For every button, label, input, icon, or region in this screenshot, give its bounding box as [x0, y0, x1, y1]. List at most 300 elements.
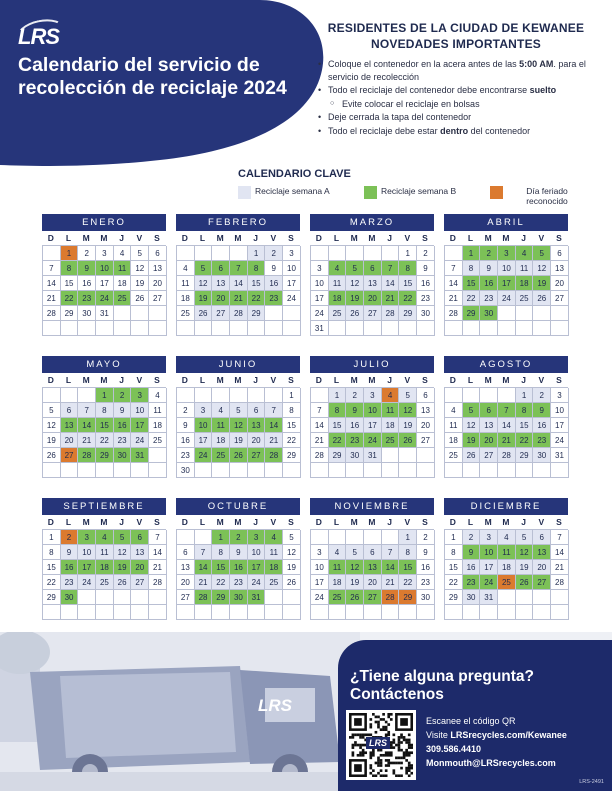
- day-cell: 11: [212, 418, 230, 433]
- day-cell: 18: [516, 276, 534, 291]
- day-cell: 28: [382, 590, 400, 605]
- day-cell: 19: [230, 433, 248, 448]
- day-cell: 10: [96, 261, 114, 276]
- contact-title: ¿Tiene alguna pregunta? Contáctenos: [350, 668, 535, 703]
- day-cell: 17: [364, 418, 382, 433]
- empty-cell: [177, 321, 195, 336]
- notice-item: • Deje cerrada la tapa del contenedor: [316, 111, 596, 124]
- day-cell: 17: [131, 418, 149, 433]
- day-cell: 11: [177, 276, 195, 291]
- month-header: MARZO: [310, 214, 434, 231]
- month-febrero: [176, 214, 300, 336]
- notice-title: RESIDENTES DE LA CIUDAD DE KEWANEE NOVEDADES IMPORTANTES: [327, 21, 585, 51]
- empty-cell: [498, 321, 516, 336]
- weekday-label: V: [136, 375, 143, 385]
- day-cell: 19: [43, 433, 61, 448]
- weekday-label: S: [288, 375, 294, 385]
- day-cell: 10: [311, 276, 329, 291]
- weekday-row: [444, 373, 568, 387]
- empty-cell: [177, 388, 195, 403]
- empty-cell: [248, 321, 266, 336]
- day-cell: 5: [43, 403, 61, 418]
- empty-cell: [498, 605, 516, 620]
- day-cell: 12: [346, 560, 364, 575]
- weekday-label: J: [119, 375, 124, 385]
- day-cell: 2: [230, 530, 248, 545]
- day-cell: 22: [399, 575, 417, 590]
- lrs-logo: LRS: [18, 24, 59, 49]
- day-cell: 4: [445, 403, 463, 418]
- notice-item: • Todo el reciclaje debe estar dentro del contenedor: [316, 125, 596, 138]
- day-cell: 5: [114, 530, 132, 545]
- day-cell: 4: [114, 246, 132, 261]
- day-cell: 2: [417, 530, 435, 545]
- day-cell: 8: [248, 261, 266, 276]
- day-cell: 7: [265, 403, 283, 418]
- weekday-label: S: [288, 517, 294, 527]
- day-cell: 16: [480, 276, 498, 291]
- weekday-label: M: [502, 375, 510, 385]
- weekday-label: V: [136, 233, 143, 243]
- empty-cell: [445, 605, 463, 620]
- weekday-label: M: [350, 517, 358, 527]
- day-cell: 2: [346, 388, 364, 403]
- empty-cell: [516, 463, 534, 478]
- day-cell: 9: [533, 403, 551, 418]
- weekday-label: J: [521, 375, 526, 385]
- day-cell: 11: [516, 261, 534, 276]
- empty-cell: [131, 306, 149, 321]
- empty-cell: [364, 246, 382, 261]
- email-link[interactable]: Monmouth@LRSrecycles.com: [426, 758, 556, 768]
- day-cell: 31: [96, 306, 114, 321]
- day-cell: 29: [43, 590, 61, 605]
- day-cell: 22: [516, 433, 534, 448]
- empty-cell: [96, 463, 114, 478]
- day-cell: 13: [480, 418, 498, 433]
- day-cell: 1: [516, 388, 534, 403]
- day-grid: [42, 387, 166, 478]
- day-cell: 9: [480, 261, 498, 276]
- day-cell: 20: [551, 276, 569, 291]
- empty-cell: [533, 605, 551, 620]
- weekday-label: L: [467, 517, 474, 527]
- day-cell: 5: [195, 261, 213, 276]
- day-cell: 4: [329, 261, 347, 276]
- day-cell: 1: [399, 530, 417, 545]
- day-cell: 29: [516, 448, 534, 463]
- day-cell: 10: [78, 545, 96, 560]
- day-cell: 4: [177, 261, 195, 276]
- day-cell: 19: [399, 418, 417, 433]
- day-cell: 26: [533, 291, 551, 306]
- day-cell: 3: [364, 388, 382, 403]
- empty-cell: [551, 605, 569, 620]
- empty-cell: [382, 530, 400, 545]
- weekday-label: V: [270, 233, 277, 243]
- day-cell: 2: [265, 246, 283, 261]
- day-cell: 18: [114, 276, 132, 291]
- day-cell: 26: [43, 448, 61, 463]
- day-cell: 21: [265, 433, 283, 448]
- day-cell: 24: [195, 448, 213, 463]
- day-cell: 28: [195, 590, 213, 605]
- day-cell: 1: [463, 246, 481, 261]
- empty-cell: [195, 321, 213, 336]
- day-cell: 19: [463, 433, 481, 448]
- weekday-label: D: [315, 375, 322, 385]
- month-diciembre: [444, 498, 568, 620]
- weekday-label: V: [404, 233, 411, 243]
- empty-cell: [551, 306, 569, 321]
- notice-subitem: ○ Evite colocar el reciclaje en bolsas: [316, 98, 596, 111]
- day-cell: 12: [43, 418, 61, 433]
- day-cell: 10: [195, 418, 213, 433]
- empty-cell: [480, 463, 498, 478]
- empty-cell: [114, 463, 132, 478]
- day-cell: 8: [399, 545, 417, 560]
- weekday-label: S: [556, 233, 562, 243]
- month-agosto: [444, 356, 568, 478]
- weekday-label: V: [404, 517, 411, 527]
- day-cell: 24: [96, 291, 114, 306]
- weekday-label: D: [449, 233, 456, 243]
- day-cell: 17: [96, 276, 114, 291]
- day-cell: 28: [382, 306, 400, 321]
- empty-cell: [96, 605, 114, 620]
- day-cell: 16: [230, 560, 248, 575]
- day-cell: 23: [417, 575, 435, 590]
- day-cell: 14: [195, 560, 213, 575]
- empty-cell: [445, 388, 463, 403]
- day-cell: 30: [61, 590, 79, 605]
- day-cell: 1: [283, 388, 301, 403]
- day-cell: 14: [78, 418, 96, 433]
- day-cell: 2: [177, 403, 195, 418]
- notice-item: • Coloque el contenedor en la acera antes de las 5:00 AM. para el servicio de recolección: [316, 58, 596, 83]
- day-cell: 12: [533, 261, 551, 276]
- notice-list: [316, 58, 596, 137]
- weekday-label: J: [521, 517, 526, 527]
- month-noviembre: [310, 498, 434, 620]
- day-cell: 6: [480, 403, 498, 418]
- empty-cell: [212, 246, 230, 261]
- day-cell: 1: [445, 530, 463, 545]
- empty-cell: [329, 530, 347, 545]
- day-cell: 26: [283, 575, 301, 590]
- contact-info: [426, 714, 567, 770]
- empty-cell: [399, 448, 417, 463]
- weekday-label: S: [154, 233, 160, 243]
- day-cell: 3: [283, 246, 301, 261]
- day-cell: 8: [445, 545, 463, 560]
- day-cell: 15: [248, 276, 266, 291]
- day-cell: 17: [78, 560, 96, 575]
- day-cell: 15: [61, 276, 79, 291]
- day-cell: 17: [551, 418, 569, 433]
- holiday-label: Día feriado reconocido: [526, 186, 568, 206]
- day-cell: 17: [311, 291, 329, 306]
- weekday-label: L: [467, 233, 474, 243]
- day-cell: 20: [533, 560, 551, 575]
- day-cell: 16: [417, 560, 435, 575]
- weekday-label: J: [387, 375, 392, 385]
- weekday-label: J: [119, 517, 124, 527]
- day-cell: 6: [364, 261, 382, 276]
- day-cell: 28: [311, 448, 329, 463]
- weekday-label: D: [181, 233, 188, 243]
- day-cell: 8: [329, 403, 347, 418]
- weekday-label: J: [253, 517, 258, 527]
- weekday-label: S: [288, 233, 294, 243]
- day-cell: 3: [195, 403, 213, 418]
- empty-cell: [149, 605, 167, 620]
- weekday-label: V: [136, 517, 143, 527]
- day-cell: 5: [346, 261, 364, 276]
- month-header: JUNIO: [176, 356, 300, 373]
- empty-cell: [265, 463, 283, 478]
- day-grid: [310, 529, 434, 620]
- empty-cell: [283, 306, 301, 321]
- weekday-label: D: [449, 517, 456, 527]
- empty-cell: [43, 246, 61, 261]
- day-cell: 12: [399, 403, 417, 418]
- day-cell: 9: [417, 545, 435, 560]
- empty-cell: [230, 605, 248, 620]
- day-cell: 12: [516, 545, 534, 560]
- day-cell: 26: [346, 306, 364, 321]
- day-cell: 13: [551, 261, 569, 276]
- day-cell: 7: [195, 545, 213, 560]
- day-cell: 21: [445, 291, 463, 306]
- weekday-row: [310, 373, 434, 387]
- day-cell: 24: [551, 433, 569, 448]
- day-cell: 26: [346, 590, 364, 605]
- day-cell: 6: [417, 388, 435, 403]
- empty-cell: [417, 605, 435, 620]
- day-cell: 10: [283, 261, 301, 276]
- day-cell: 6: [131, 530, 149, 545]
- weekday-label: S: [154, 517, 160, 527]
- weekday-row: [42, 373, 166, 387]
- empty-cell: [533, 321, 551, 336]
- day-cell: 27: [480, 448, 498, 463]
- day-cell: 11: [445, 418, 463, 433]
- weekday-label: L: [333, 517, 340, 527]
- empty-cell: [498, 463, 516, 478]
- day-cell: 23: [417, 291, 435, 306]
- month-abril: [444, 214, 568, 336]
- day-cell: 26: [195, 306, 213, 321]
- day-cell: 3: [96, 246, 114, 261]
- weekday-row: [42, 231, 166, 245]
- day-cell: 15: [96, 418, 114, 433]
- empty-cell: [311, 246, 329, 261]
- day-cell: 21: [551, 560, 569, 575]
- day-cell: 30: [533, 448, 551, 463]
- day-cell: 11: [149, 403, 167, 418]
- day-cell: 31: [248, 590, 266, 605]
- weekday-label: M: [484, 375, 492, 385]
- day-cell: 7: [149, 530, 167, 545]
- weekday-label: L: [65, 233, 72, 243]
- day-grid: [42, 245, 166, 336]
- day-cell: 29: [399, 590, 417, 605]
- day-cell: 14: [230, 276, 248, 291]
- day-cell: 15: [445, 560, 463, 575]
- empty-cell: [131, 321, 149, 336]
- weekday-label: M: [234, 375, 242, 385]
- weekday-label: D: [181, 517, 188, 527]
- empty-cell: [346, 321, 364, 336]
- empty-cell: [230, 463, 248, 478]
- empty-cell: [498, 306, 516, 321]
- day-cell: 19: [516, 560, 534, 575]
- empty-cell: [195, 463, 213, 478]
- empty-cell: [114, 590, 132, 605]
- day-cell: 13: [177, 560, 195, 575]
- weekday-label: L: [333, 233, 340, 243]
- weekday-label: M: [350, 233, 358, 243]
- day-cell: 27: [212, 306, 230, 321]
- day-cell: 22: [283, 433, 301, 448]
- empty-cell: [399, 463, 417, 478]
- day-cell: 21: [195, 575, 213, 590]
- day-grid: [444, 529, 568, 620]
- empty-cell: [212, 321, 230, 336]
- empty-cell: [311, 530, 329, 545]
- day-cell: 13: [248, 418, 266, 433]
- empty-cell: [177, 605, 195, 620]
- day-cell: 8: [96, 403, 114, 418]
- day-cell: 9: [265, 261, 283, 276]
- month-octubre: [176, 498, 300, 620]
- day-cell: 12: [131, 261, 149, 276]
- weekday-label: L: [65, 517, 72, 527]
- qr-code[interactable]: [346, 710, 416, 780]
- empty-cell: [480, 321, 498, 336]
- weekday-label: V: [538, 517, 545, 527]
- day-cell: 27: [177, 590, 195, 605]
- month-header: MAYO: [42, 356, 166, 373]
- weekday-label: V: [538, 375, 545, 385]
- empty-cell: [149, 448, 167, 463]
- month-junio: [176, 356, 300, 478]
- day-cell: 27: [364, 590, 382, 605]
- day-cell: 2: [463, 530, 481, 545]
- day-cell: 25: [212, 448, 230, 463]
- day-cell: 22: [96, 433, 114, 448]
- empty-cell: [417, 463, 435, 478]
- day-cell: 5: [346, 545, 364, 560]
- empty-cell: [364, 321, 382, 336]
- empty-cell: [551, 463, 569, 478]
- day-cell: 15: [516, 418, 534, 433]
- day-cell: 20: [248, 433, 266, 448]
- day-cell: 29: [61, 306, 79, 321]
- empty-cell: [480, 388, 498, 403]
- day-cell: 29: [399, 306, 417, 321]
- qr-logo: LRS: [366, 737, 390, 749]
- weekday-label: M: [216, 375, 224, 385]
- day-cell: 8: [212, 545, 230, 560]
- day-cell: 3: [311, 261, 329, 276]
- weekday-label: J: [119, 233, 124, 243]
- day-cell: 31: [551, 448, 569, 463]
- day-cell: 30: [417, 590, 435, 605]
- empty-cell: [346, 246, 364, 261]
- notice-item: • Todo el reciclaje del contenedor debe encontrarse suelto: [316, 84, 596, 97]
- day-cell: 6: [177, 545, 195, 560]
- day-cell: 13: [364, 560, 382, 575]
- visit-line: Visite LRSrecycles.com/Kewanee: [426, 730, 567, 740]
- day-cell: 25: [149, 433, 167, 448]
- key-week-b: [364, 186, 456, 199]
- day-cell: 1: [399, 246, 417, 261]
- day-cell: 29: [248, 306, 266, 321]
- weekday-label: M: [350, 375, 358, 385]
- empty-cell: [283, 321, 301, 336]
- day-cell: 9: [463, 545, 481, 560]
- day-cell: 27: [417, 433, 435, 448]
- day-cell: 20: [364, 575, 382, 590]
- empty-cell: [311, 463, 329, 478]
- key-week-a: [238, 186, 330, 199]
- day-cell: 20: [149, 276, 167, 291]
- weekday-label: J: [253, 375, 258, 385]
- day-cell: 6: [212, 261, 230, 276]
- day-cell: 16: [61, 560, 79, 575]
- day-cell: 3: [78, 530, 96, 545]
- day-cell: 9: [78, 261, 96, 276]
- day-cell: 17: [195, 433, 213, 448]
- day-cell: 22: [212, 575, 230, 590]
- day-cell: 15: [399, 560, 417, 575]
- day-cell: 21: [149, 560, 167, 575]
- empty-cell: [533, 306, 551, 321]
- day-cell: 7: [445, 261, 463, 276]
- day-cell: 5: [399, 388, 417, 403]
- weekday-label: M: [502, 517, 510, 527]
- website-link[interactable]: LRSrecycles.com/Kewanee: [450, 730, 567, 740]
- weekday-label: M: [82, 375, 90, 385]
- day-cell: 15: [43, 560, 61, 575]
- day-cell: 23: [463, 575, 481, 590]
- day-cell: 3: [551, 388, 569, 403]
- empty-cell: [131, 605, 149, 620]
- empty-cell: [265, 605, 283, 620]
- weekday-label: S: [556, 375, 562, 385]
- day-grid: [444, 387, 568, 478]
- phone-number[interactable]: 309.586.4410: [426, 744, 482, 754]
- weekday-row: [176, 231, 300, 245]
- day-cell: 14: [382, 560, 400, 575]
- empty-cell: [283, 590, 301, 605]
- day-cell: 24: [364, 433, 382, 448]
- day-cell: 28: [78, 448, 96, 463]
- empty-cell: [463, 321, 481, 336]
- day-cell: 25: [445, 448, 463, 463]
- day-cell: 7: [382, 545, 400, 560]
- day-cell: 26: [516, 575, 534, 590]
- day-cell: 9: [177, 418, 195, 433]
- day-cell: 7: [43, 261, 61, 276]
- empty-cell: [364, 605, 382, 620]
- day-cell: 19: [131, 276, 149, 291]
- empty-cell: [230, 246, 248, 261]
- weekday-label: S: [422, 375, 428, 385]
- empty-cell: [195, 530, 213, 545]
